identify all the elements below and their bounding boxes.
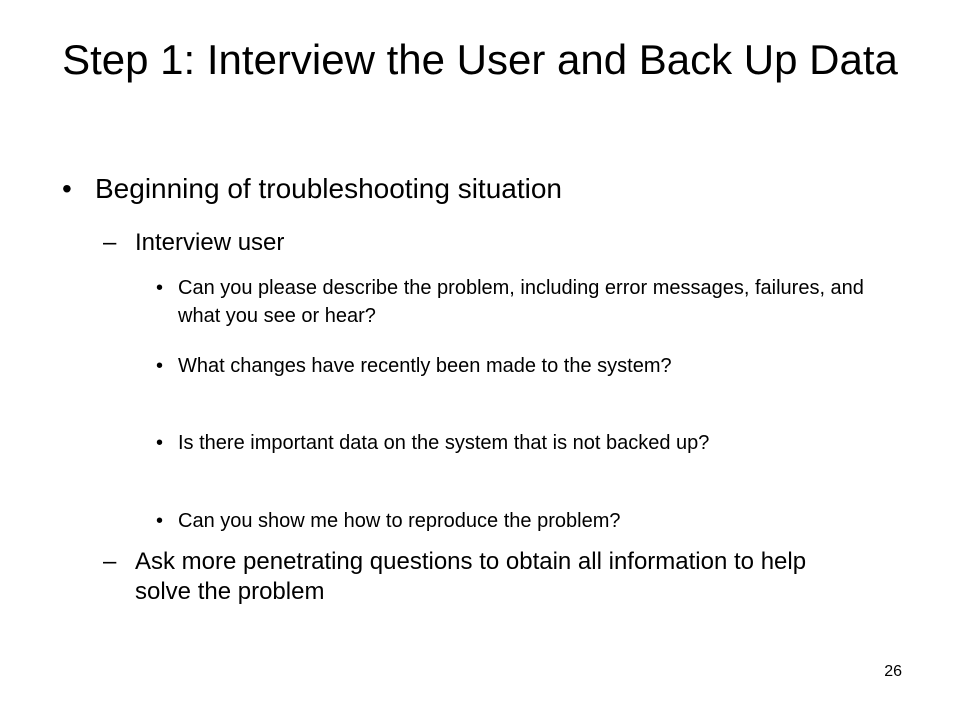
- bullet-marker: •: [62, 173, 72, 204]
- question-text: Can you please describe the problem, including error messages, failures, and what you see or hear?: [178, 277, 864, 327]
- slide-title: Step 1: Interview the User and Back Up Data: [62, 36, 898, 83]
- page-number: 26: [884, 663, 902, 680]
- question-text: Can you show me how to reproduce the problem?: [178, 510, 621, 532]
- bullet-marker: •: [156, 277, 164, 299]
- bullet-level1-text: Beginning of troubleshooting situation: [95, 173, 563, 204]
- bullet-marker: •: [156, 432, 164, 454]
- dash-marker: –: [103, 548, 117, 575]
- bullet-marker: •: [156, 355, 164, 377]
- question-text: What changes have recently been made to the system?: [178, 355, 672, 377]
- dash-marker: –: [103, 229, 117, 256]
- question-text: Is there important data on the system that is not backed up?: [178, 432, 710, 454]
- subitem-text: Interview user: [135, 229, 285, 256]
- subitem-text: Ask more penetrating questions to obtain all information to help solve the problem: [135, 548, 807, 605]
- bullet-marker: •: [156, 510, 164, 532]
